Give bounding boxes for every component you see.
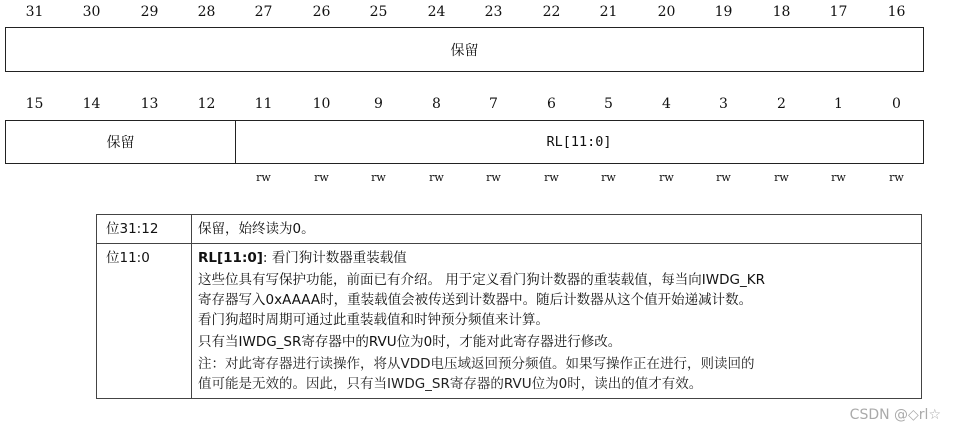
bit-number: 8 <box>432 96 441 112</box>
field-name: RL[11:0] <box>198 250 263 266</box>
bit-number: 25 <box>369 4 388 20</box>
upper-register-box <box>5 27 924 72</box>
bit-number: 12 <box>197 96 216 112</box>
bit-number: 30 <box>82 4 101 20</box>
bit-number: 9 <box>374 96 383 112</box>
access-type: rw <box>544 171 559 184</box>
access-type: rw <box>774 171 789 184</box>
bit-number: 14 <box>82 96 101 112</box>
description-line: 看门狗超时周期可通过此重装载值和时钟预分频值来计算。 <box>198 312 549 328</box>
bit-number: 27 <box>254 4 273 20</box>
rl-field <box>235 121 923 163</box>
bit-number: 26 <box>312 4 331 20</box>
bit-number: 22 <box>542 4 561 20</box>
access-type: rw <box>371 171 386 184</box>
description-line: 这些位具有写保护功能，前面已有介绍。 用于定义看门狗计数器的重装载值，每当向IWDG_KR <box>198 272 765 288</box>
watermark: CSDN @◇rl☆ <box>849 407 941 423</box>
note-line: 值可能是无效的。因此，只有当IWDG_SR寄存器的RVU位为0时，读出的值才有效。 <box>198 376 703 392</box>
access-type: rw <box>256 171 271 184</box>
bit-number: 3 <box>719 96 728 112</box>
access-type: rw <box>889 171 904 184</box>
bit-number: 24 <box>427 4 446 20</box>
bit-number: 23 <box>484 4 503 20</box>
bit-number: 28 <box>197 4 216 20</box>
description-cell: 保留，始终读为0。 <box>192 215 922 244</box>
table-row <box>97 215 922 244</box>
bit-number: 15 <box>25 96 44 112</box>
reserved-field-upper <box>6 28 923 71</box>
bit-number: 2 <box>777 96 786 112</box>
bit-number: 6 <box>547 96 556 112</box>
field-title <box>198 248 915 268</box>
bit-number: 1 <box>834 96 843 112</box>
access-type: rw <box>716 171 731 184</box>
bit-number: 21 <box>599 4 618 20</box>
field-title-text: : 看门狗计数器重装载值 <box>262 250 407 266</box>
bit-range-cell: 位11:0 <box>97 244 192 399</box>
description-line: 只有当IWDG_SR寄存器中的RVU位为0时，才能对此寄存器进行修改。 <box>198 334 622 350</box>
rl-field-label: RL[11:0] <box>546 134 612 150</box>
access-type: rw <box>659 171 674 184</box>
description-cell <box>192 244 922 399</box>
lower-register-box <box>5 120 924 164</box>
access-type: rw <box>429 171 444 184</box>
access-type: rw <box>831 171 846 184</box>
access-type: rw <box>601 171 616 184</box>
reserved-field-lower <box>6 121 236 163</box>
bit-number: 10 <box>312 96 331 112</box>
bit-number: 4 <box>662 96 671 112</box>
description-line: 寄存器写入0xAAAA时，重装载值会被传送到计数器中。随后计数器从这个值开始递减计数。 <box>198 292 753 308</box>
bit-number: 31 <box>25 4 44 20</box>
bit-number: 5 <box>604 96 613 112</box>
bit-number: 29 <box>140 4 159 20</box>
bit-number: 16 <box>887 4 906 20</box>
table-row <box>97 244 922 399</box>
bit-number: 17 <box>829 4 848 20</box>
reserved-label-lower: 保留 <box>106 135 135 151</box>
bit-range-cell: 位31:12 <box>97 215 192 244</box>
bit-description-table <box>96 214 922 399</box>
note-line: 注：对此寄存器进行读操作，将从VDD电压域返回预分频值。如果写操作正在进行，则读回的 <box>198 356 755 372</box>
bit-number: 13 <box>140 96 159 112</box>
bit-number: 18 <box>772 4 791 20</box>
reserved-label-upper: 保留 <box>450 42 479 59</box>
bit-number: 19 <box>714 4 733 20</box>
access-type: rw <box>486 171 501 184</box>
bit-number: 20 <box>657 4 676 20</box>
bit-number: 7 <box>489 96 498 112</box>
access-type: rw <box>314 171 329 184</box>
bit-number: 11 <box>254 96 273 112</box>
bit-number: 0 <box>892 96 901 112</box>
